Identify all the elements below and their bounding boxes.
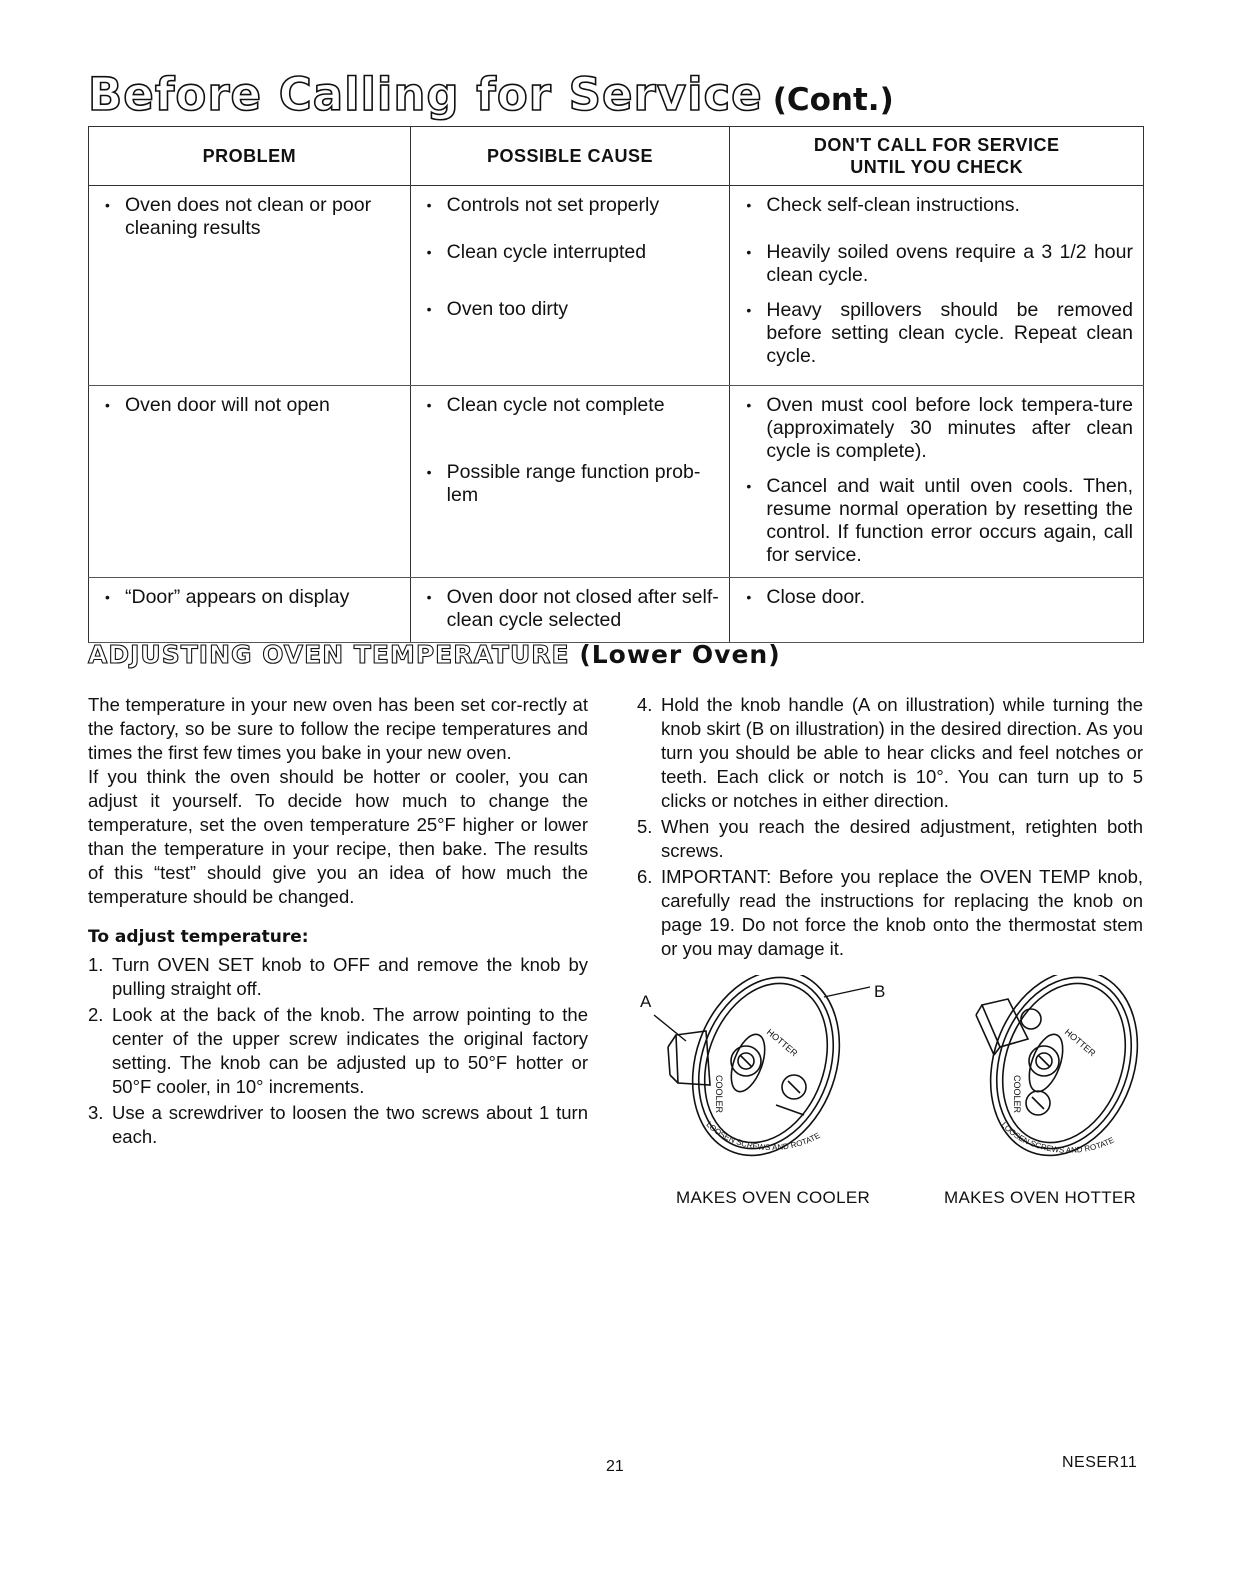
right-column — [637, 693, 1143, 963]
list-item — [88, 1101, 588, 1149]
cause-item: • Clean cycle not complete — [425, 394, 720, 417]
cause-item: • Clean cycle interrupted — [425, 241, 720, 264]
section-heading — [88, 640, 781, 669]
check-item: • Cancel and wait until oven cools. Then, resume normal operation by resetting the control. If function error occurs again, call for service. — [744, 475, 1133, 567]
page-number: 21 — [606, 1458, 624, 1475]
knob-text-loosen-path: LOOSEN SCREWS AND ROTATE — [704, 1119, 822, 1153]
pointer-b-line — [824, 987, 870, 997]
check-item: • Oven must cool before lock tempera-ture (approximately 30 minutes after clean cycle is complete). — [744, 394, 1133, 463]
label-a: A — [640, 992, 652, 1011]
page-title-cont: (Cont.) — [772, 82, 894, 118]
check-cell — [730, 186, 1144, 386]
step-text: Turn OVEN SET knob to OFF and remove the knob by pulling straight off. — [112, 954, 588, 999]
list-item — [637, 693, 1143, 813]
problem-text: • Oven door will not open — [103, 394, 400, 417]
check-item: • Heavily soiled ovens require a 3 1/2 hour clean cycle. — [744, 241, 1133, 287]
cause-item: • Controls not set properly — [425, 194, 720, 217]
steps-list — [88, 953, 588, 1149]
check-item: • Close door. — [744, 586, 1133, 609]
step-number: 2. — [88, 1004, 104, 1025]
knob-text-cooler: COOLER — [714, 1075, 724, 1114]
list-item — [88, 1003, 588, 1099]
cause-cell — [410, 386, 730, 578]
intro-paragraph: The temperature in your new oven has been set cor-rectly at the factory, so be sure to follow the recipe temperatures and times the first few times you bake in your new oven. — [88, 694, 588, 763]
step-text: Look at the back of the knob. The arrow pointing to the center of the upper screw indicates the original factory setting. The knob can be adjusted up to 50°F hotter or 50°F cooler, in 10° increments. — [112, 1004, 588, 1097]
page-title-main: Before Calling for Service — [88, 68, 763, 121]
cause-item: • Oven too dirty — [425, 298, 720, 321]
section-heading-main: ADJUSTING OVEN TEMPERATURE — [88, 640, 570, 669]
check-item: • Check self-clean instructions. — [744, 194, 1133, 217]
pointer-a-line — [654, 1015, 686, 1041]
steps-list — [637, 693, 1143, 961]
section-heading-sub: (Lower Oven) — [579, 640, 781, 669]
problem-text: • “Door” appears on display — [103, 586, 400, 609]
knob-text-loosen-path: LOOSEN SCREWS AND ROTATE — [999, 1120, 1116, 1155]
page-title — [88, 68, 894, 121]
problem-cell — [89, 386, 411, 578]
step-number: 1. — [88, 954, 104, 975]
list-item — [88, 953, 588, 1001]
step-text: IMPORTANT: Before you replace the OVEN TEMP knob, carefully read the instructions for replacing the knob on page 19. Do not force the knob onto the thermostat stem or you may damage it. — [661, 866, 1143, 959]
caption-hotter: MAKES OVEN HOTTER — [944, 1188, 1137, 1207]
caption-cooler: MAKES OVEN COOLER — [676, 1188, 871, 1207]
check-item: • Heavy spillovers should be removed before setting clean cycle. Repeat clean cycle. — [744, 299, 1133, 368]
table-row — [89, 386, 1144, 578]
subheading: To adjust temperature: — [88, 927, 309, 947]
step-text: Use a screwdriver to loosen the two screws about 1 turn each. — [112, 1102, 588, 1147]
problem-cell — [89, 186, 411, 386]
header-check: DON'T CALL FOR SERVICE UNTIL YOU CHECK — [730, 127, 1144, 186]
header-possible-cause: POSSIBLE CAUSE — [410, 127, 730, 186]
problem-cell — [89, 578, 411, 643]
step-number: 4. — [637, 694, 653, 715]
step-text: When you reach the desired adjustment, retighten both screws. — [661, 816, 1143, 861]
cause-item: • Possible range function prob-lem — [425, 461, 720, 507]
cause-cell — [410, 186, 730, 386]
cause-cell — [410, 578, 730, 643]
knob-text-cooler: COOLER — [1012, 1075, 1022, 1114]
step-text: Hold the knob handle (A on illustration) while turning the knob skirt (B on illustration) in the desired direction. As you turn you should be able to hear clicks and feel notches or teeth. Each click or notch is 10°. You can turn up to 5 clicks or notches in either direction. — [661, 694, 1143, 811]
document-code: NESER11 — [1062, 1454, 1138, 1471]
knob-illustration — [636, 975, 1146, 1215]
table-header-row — [89, 127, 1144, 186]
step-number: 3. — [88, 1102, 104, 1123]
troubleshooting-table — [88, 126, 1144, 643]
table-row — [89, 186, 1144, 386]
left-column — [88, 693, 588, 1151]
list-item — [637, 815, 1143, 863]
knob-text-hotter: HOTTER — [1062, 1026, 1098, 1059]
intro-paragraph: If you think the oven should be hotter or cooler, you can adjust it yourself. To decide how much to change the temperature, set the oven temperature 25°F higher or lower than the temperature in your recipe, then bake. The results of this “test” should give you an idea of how much the temperature should be changed. — [88, 766, 588, 907]
step-number: 5. — [637, 816, 653, 837]
step-number: 6. — [637, 866, 653, 887]
label-b: B — [874, 982, 886, 1001]
table-row — [89, 578, 1144, 643]
problem-text: • Oven does not clean or poor cleaning results — [103, 194, 400, 240]
check-cell — [730, 578, 1144, 643]
knob-text-hotter: HOTTER — [764, 1026, 800, 1059]
check-cell — [730, 386, 1144, 578]
list-item — [637, 865, 1143, 961]
cause-item: • Oven door not closed after self-clean cycle selected — [425, 586, 720, 632]
header-problem: PROBLEM — [89, 127, 411, 186]
